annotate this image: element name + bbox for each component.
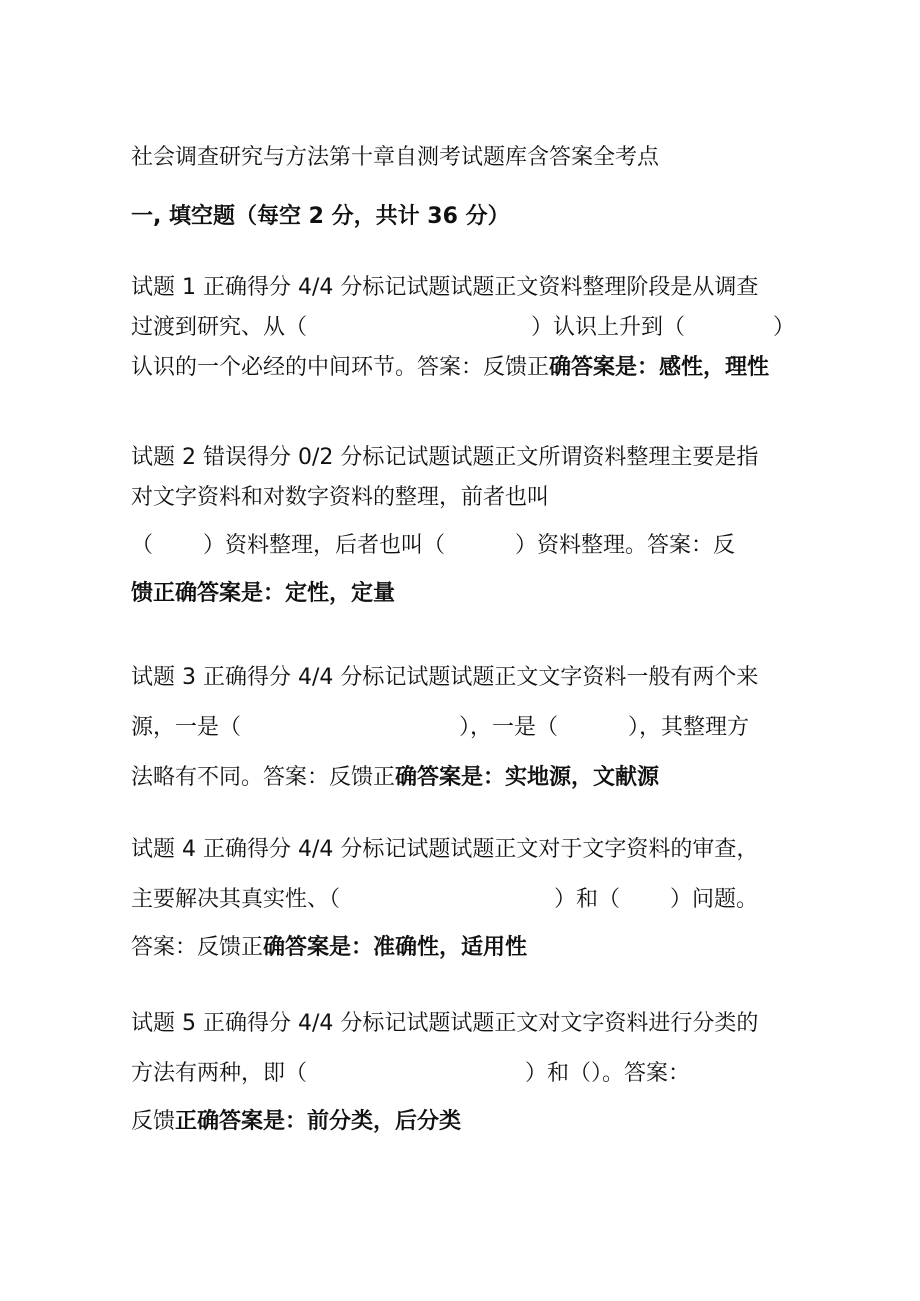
question-2-text-b: ）资料整理，后者也叫（ [203,533,446,558]
question-5-line-3 [131,1102,811,1142]
question-4-line-3 [131,928,811,968]
question-2-line-3 [131,526,811,566]
question-3-line-1: 试题 3 正确得分 4/4 分标记试题试题正文文字资料一般有两个来 [131,665,759,690]
question-4-text-d: 答案：反馈正 [131,935,264,960]
question-2-line-4 [131,574,811,614]
question-5-line-1: 试题 5 正确得分 4/4 分标记试题试题正文对文字资料进行分类的 [131,1011,759,1036]
question-4-line-1: 试题 4 正确得分 4/4 分标记试题试题正文对于文字资料的审查， [131,837,759,862]
question-1-line-3 [131,348,811,388]
question-1-text-d: 认识的一个必经的中间环节。答案：反馈正 [131,355,550,380]
question-3-answer: 确答案是：实地源，文献源 [395,765,660,790]
question-3-line-2 [131,708,811,748]
question-2-text-c: ）资料整理。答案：反 [515,533,736,558]
question-5-text-b: ）和（）。答案： [525,1061,691,1086]
question-4-line-2 [131,880,811,920]
question-2-text-a: （ [131,533,154,558]
section-heading: 一, 填空题（每空 2 分，共计 36 分） [131,204,510,229]
question-3-text-c: ），其整理方 [628,715,750,740]
question-1 [131,268,811,388]
question-4-text-b: ）和（ [554,887,621,912]
question-4-answer: 确答案是：准确性，适用性 [263,935,528,960]
question-5-text-a: 方法有两种，即（ [131,1061,308,1086]
question-1-text-c: ） [773,315,796,340]
question-1-answer: 确答案是：感性，理性 [549,355,770,380]
question-5 [131,1004,811,1142]
question-1-line-2 [131,308,811,348]
question-4-text-a: 主要解决其真实性、（ [131,887,341,912]
question-3-text-b: ），一是（ [459,715,559,740]
question-3-text-a: 源，一是（ [131,715,242,740]
page-title: 社会调查研究与方法第十章自测考试题库含答案全考点 [131,145,660,170]
question-1-text-a: 过渡到研究、从（ [131,315,308,340]
question-3 [131,658,811,798]
question-5-line-2 [131,1054,811,1094]
question-2-line-1: 试题 2 错误得分 0/2 分标记试题试题正文所谓资料整理主要是指 [131,445,759,470]
question-5-text-c: 反馈 [131,1109,176,1134]
question-3-line-3 [131,758,811,798]
question-4 [131,830,811,968]
question-1-text-b: ）认识上升到（ [531,315,686,340]
question-5-answer: 正确答案是：前分类，后分类 [175,1109,462,1134]
question-2 [131,438,811,614]
question-3-text-d: 法略有不同。答案：反馈正 [131,765,396,790]
question-2-answer: 馈正确答案是：定性，定量 [131,581,396,606]
question-2-line-2: 对文字资料和对数字资料的整理，前者也叫 [131,485,550,510]
question-4-text-c: ）问题。 [670,887,759,912]
question-1-line-1: 试题 1 正确得分 4/4 分标记试题试题正文资料整理阶段是从调查 [131,275,759,300]
